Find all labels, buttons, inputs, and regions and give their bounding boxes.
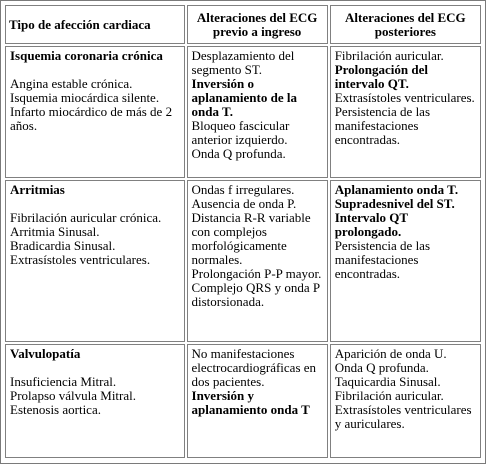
finding-item: Ondas f irregulares. <box>191 182 295 197</box>
header-cell-pre: Alteraciones del ECG previo a ingreso <box>187 5 328 44</box>
condition-item: Infarto miocárdico de más de 2 años. <box>10 104 173 133</box>
table-row <box>5 344 481 458</box>
table-row <box>5 46 481 178</box>
finding-item-bold: Aplanamiento onda T. <box>334 182 459 197</box>
type-cell <box>5 344 185 458</box>
finding-item: Persistencia de las manifestaciones encontradas. <box>334 238 431 281</box>
header-cell-post: Alteraciones del ECG posteriores <box>330 5 481 44</box>
pre-cell <box>187 344 328 458</box>
category-label: Valvulopatía <box>10 346 81 361</box>
condition-item: Angina estable crónica. <box>10 76 133 91</box>
finding-item: No manifestaciones electrocardiográficas en dos pacientes. <box>191 346 317 389</box>
finding-item: Persistencia de las manifestaciones encontradas. <box>334 104 431 147</box>
finding-item-bold: Inversión o aplanamiento de la onda T. <box>191 76 297 119</box>
finding-item: Distancia R-R variable con complejos morfológicamente normales. <box>191 210 311 267</box>
post-cell <box>330 180 481 342</box>
finding-item: Bloqueo fascicular anterior izquierdo. <box>191 118 290 147</box>
post-cell <box>330 46 481 178</box>
condition-item: Fibrilación auricular crónica. <box>10 210 162 225</box>
finding-item-bold: Inversión y aplanamiento onda T <box>191 388 310 417</box>
condition-item: Bradicardia Sinusal. <box>10 238 116 253</box>
type-cell <box>5 46 185 178</box>
post-cell <box>330 344 481 458</box>
pre-cell <box>187 46 328 178</box>
finding-item-bold: Supradesnivel del ST. <box>334 196 455 211</box>
finding-item: Aparición de onda U. <box>334 346 447 361</box>
finding-item: Ausencia de onda P. <box>191 196 297 211</box>
category-label: Isquemia coronaria crónica <box>10 48 163 63</box>
finding-item: Prolongación P-P mayor. <box>191 266 322 281</box>
finding-item: Fibrilación auricular. <box>334 48 444 63</box>
finding-item: Fibrilación auricular. <box>334 388 444 403</box>
condition-item: Isquemia miocárdica silente. <box>10 90 160 105</box>
finding-item: Onda Q profunda. <box>334 360 429 375</box>
ecg-table <box>3 3 483 460</box>
finding-item: Extrasístoles ventriculares y auriculares. <box>334 402 472 431</box>
pre-cell <box>187 180 328 342</box>
finding-item: Onda Q profunda. <box>191 146 286 161</box>
type-cell <box>5 180 185 342</box>
finding-item: Complejo QRS y onda P distorsionada. <box>191 280 320 309</box>
finding-item: Taquicardia Sinusal. <box>334 374 441 389</box>
condition-item: Estenosis aortica. <box>10 402 101 417</box>
category-label: Arritmias <box>10 182 65 197</box>
finding-item: Extrasístoles ventriculares. <box>334 90 475 105</box>
finding-item: Desplazamiento del segmento ST. <box>191 48 295 77</box>
condition-item: Arritmia Sinusal. <box>10 224 100 239</box>
condition-item: Extrasístoles ventriculares. <box>10 252 151 267</box>
header-cell-type: Tipo de afección cardiaca <box>5 5 185 44</box>
table-row <box>5 180 481 342</box>
condition-item: Prolapso válvula Mitral. <box>10 388 137 403</box>
condition-item: Insuficiencia Mitral. <box>10 374 117 389</box>
header-row <box>5 5 481 44</box>
finding-item-bold: Prolongación del intervalo QT. <box>334 62 428 91</box>
finding-item-bold: Intervalo QT prolongado. <box>334 210 408 239</box>
